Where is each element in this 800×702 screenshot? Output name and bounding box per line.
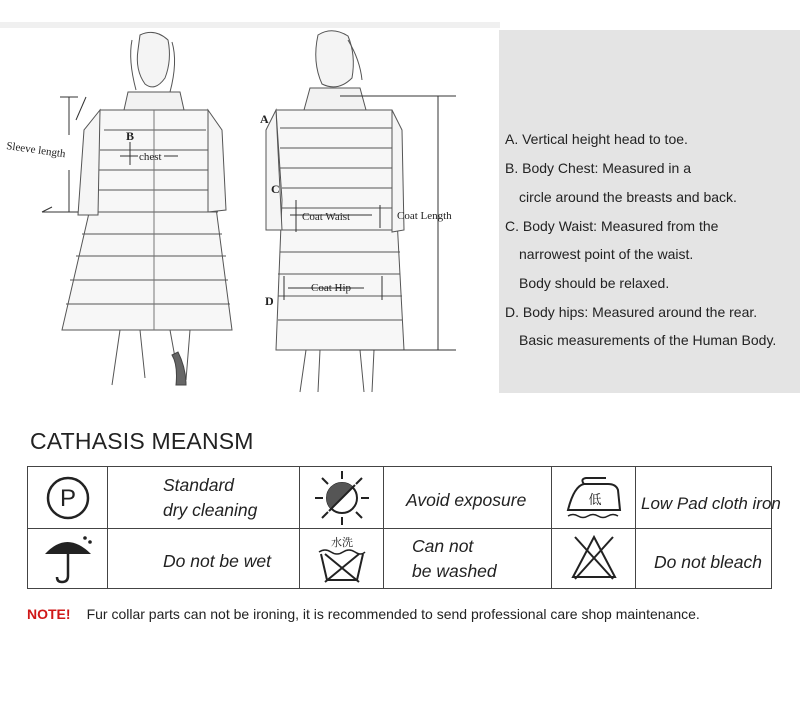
front-figure <box>62 32 232 385</box>
measure-line-c-note: Body should be relaxed. <box>519 275 670 291</box>
not-wet-text: Do not be wet <box>163 551 271 571</box>
care-row <box>28 528 771 588</box>
avoid-exposure-text-cell <box>384 467 552 528</box>
low-iron-text-cell <box>636 467 781 528</box>
letter-a: A <box>260 112 269 126</box>
chest-label: chest <box>139 151 162 163</box>
dry-clean-line1: Standard <box>163 475 235 495</box>
svg-text:水洗: 水洗 <box>330 536 353 549</box>
not-wet-text-cell <box>108 528 300 588</box>
letter-d: D <box>265 294 274 308</box>
umbrella-icon-cell <box>28 528 108 588</box>
sleeve-length-label: Sleeve length <box>5 140 67 161</box>
measure-line-d: D. Body hips: Measured around the rear. <box>505 304 758 320</box>
measure-line-b-cont: circle around the breasts and back. <box>519 189 737 205</box>
measure-line-b: B. Body Chest: Measured in a <box>505 160 691 176</box>
letter-b: B <box>126 129 135 143</box>
svg-text:P: P <box>59 484 76 512</box>
coat-hip-label: Coat Hip <box>311 282 352 294</box>
no-wash-icon-cell <box>300 528 384 588</box>
dry-clean-text-cell <box>108 467 300 528</box>
no-bleach-icon <box>569 533 619 583</box>
care-instructions-table <box>27 466 781 589</box>
note-text: Fur collar parts can not be ironing, it is recommended to send professional care shop maintenance. <box>86 606 700 622</box>
not-bleach-text-cell <box>636 528 771 588</box>
measure-line-c: C. Body Waist: Measured from the <box>505 218 719 234</box>
low-iron-icon <box>562 476 626 520</box>
not-washed-line2: be washed <box>412 561 497 581</box>
measurement-notes-panel <box>499 30 800 393</box>
dry-clean-p-icon <box>43 473 93 523</box>
letter-c: C <box>271 182 280 196</box>
care-title: CATHASIS MEANSM <box>30 428 254 454</box>
avoid-sun-icon <box>311 469 373 527</box>
coat-length-label: Coat Length <box>397 210 452 222</box>
no-wash-icon <box>313 532 371 584</box>
care-row <box>28 467 781 529</box>
iron-icon-cell <box>552 467 636 528</box>
dry-clean-icon-cell <box>28 467 108 528</box>
not-washed-text-cell <box>384 528 552 588</box>
dry-clean-line2: dry cleaning <box>163 500 258 520</box>
care-note <box>27 606 700 622</box>
coat-sketch <box>0 0 500 400</box>
measure-line-c-cont: narrowest point of the waist. <box>519 246 694 262</box>
svg-text:低: 低 <box>587 492 602 508</box>
measure-line-basic: Basic measurements of the Human Body. <box>519 332 777 348</box>
no-bleach-icon-cell <box>552 528 636 588</box>
avoid-exposure-text: Avoid exposure <box>406 490 527 510</box>
umbrella-icon <box>41 532 95 584</box>
note-label: NOTE! <box>27 606 71 622</box>
sun-icon-cell <box>300 467 384 528</box>
not-washed-line1: Can not <box>412 536 474 556</box>
low-iron-text: Low Pad cloth iron <box>641 494 781 513</box>
coat-waist-label: Coat Waist <box>302 211 351 223</box>
not-bleach-text: Do not bleach <box>654 552 762 572</box>
measure-line-a: A. Vertical height head to toe. <box>505 131 688 147</box>
